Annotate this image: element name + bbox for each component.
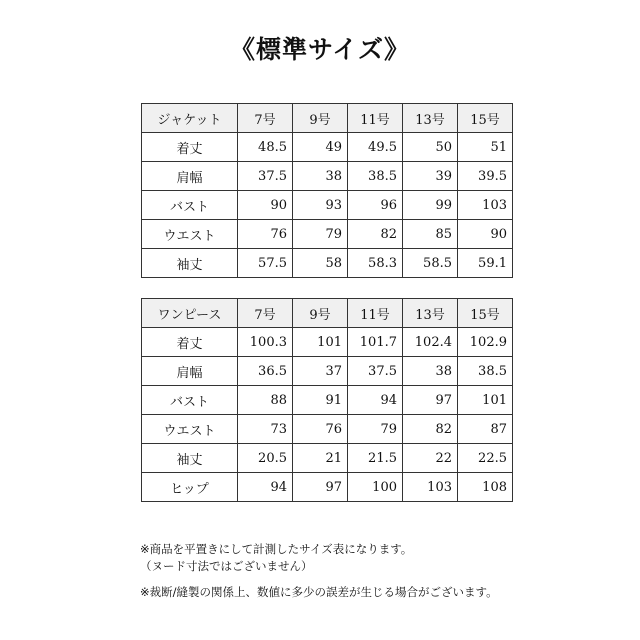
table-row (142, 220, 513, 249)
measurement-value: 21.5 (348, 444, 403, 473)
size-header: 11号 (348, 104, 403, 133)
measurement-value: 87 (458, 415, 513, 444)
measurement-value: 103 (458, 191, 513, 220)
measurement-value: 37 (293, 357, 348, 386)
measurement-value: 79 (348, 415, 403, 444)
measurement-value: 73 (238, 415, 293, 444)
size-header: 9号 (293, 299, 348, 328)
onepiece-size-table (141, 298, 513, 502)
table-row (142, 133, 513, 162)
measurement-value: 99 (403, 191, 458, 220)
measurement-value: 22.5 (458, 444, 513, 473)
measurement-label: 着丈 (142, 133, 238, 162)
measurement-value: 38 (403, 357, 458, 386)
measurement-value: 38.5 (348, 162, 403, 191)
measurement-value: 100.3 (238, 328, 293, 357)
measurement-label: ウエスト (142, 220, 238, 249)
measurement-value: 85 (403, 220, 458, 249)
measurement-value: 90 (458, 220, 513, 249)
notes (140, 541, 600, 601)
measurement-value: 49.5 (348, 133, 403, 162)
measurement-value: 79 (293, 220, 348, 249)
measurement-value: 48.5 (238, 133, 293, 162)
measurement-value: 50 (403, 133, 458, 162)
measurement-value: 101.7 (348, 328, 403, 357)
measurement-value: 82 (403, 415, 458, 444)
measurement-value: 108 (458, 473, 513, 502)
table-row (142, 473, 513, 502)
measurement-value: 76 (293, 415, 348, 444)
measurement-label: ヒップ (142, 473, 238, 502)
table-row (142, 415, 513, 444)
measurement-value: 76 (238, 220, 293, 249)
size-header: 9号 (293, 104, 348, 133)
measurement-label: バスト (142, 191, 238, 220)
size-header: 7号 (238, 299, 293, 328)
measurement-label: 袖丈 (142, 249, 238, 278)
page-title: 《標準サイズ》 (229, 35, 410, 64)
note-nude-size: （ヌード寸法ではございません） (140, 559, 313, 573)
measurement-label: 肩幅 (142, 162, 238, 191)
measurement-value: 97 (293, 473, 348, 502)
measurement-value: 102.4 (403, 328, 458, 357)
table-header-row (142, 104, 513, 133)
garment-type-header: ワンピース (142, 299, 238, 328)
measurement-value: 101 (458, 386, 513, 415)
measurement-value: 57.5 (238, 249, 293, 278)
table-header-row (142, 299, 513, 328)
measurement-value: 103 (403, 473, 458, 502)
table-row (142, 191, 513, 220)
measurement-value: 58 (293, 249, 348, 278)
note-tolerance: ※裁断/縫製の関係上、数値に多少の誤差が生じる場合がございます。 (140, 585, 498, 599)
measurement-value: 93 (293, 191, 348, 220)
measurement-value: 37.5 (238, 162, 293, 191)
measurement-value: 100 (348, 473, 403, 502)
measurement-value: 97 (403, 386, 458, 415)
measurement-value: 96 (348, 191, 403, 220)
size-header: 15号 (458, 299, 513, 328)
size-header: 7号 (238, 104, 293, 133)
table-row (142, 357, 513, 386)
measurement-value: 90 (238, 191, 293, 220)
size-header: 11号 (348, 299, 403, 328)
note-measurement: ※商品を平置きにして計測したサイズ表になります。 (140, 542, 413, 556)
measurement-label: バスト (142, 386, 238, 415)
measurement-value: 20.5 (238, 444, 293, 473)
measurement-value: 101 (293, 328, 348, 357)
measurement-value: 51 (458, 133, 513, 162)
table-row (142, 444, 513, 473)
measurement-value: 21 (293, 444, 348, 473)
table-row (142, 162, 513, 191)
measurement-value: 49 (293, 133, 348, 162)
table-row (142, 386, 513, 415)
measurement-value: 94 (238, 473, 293, 502)
measurement-value: 38.5 (458, 357, 513, 386)
measurement-value: 59.1 (458, 249, 513, 278)
measurement-value: 22 (403, 444, 458, 473)
table-row (142, 328, 513, 357)
measurement-value: 82 (348, 220, 403, 249)
measurement-value: 94 (348, 386, 403, 415)
measurement-value: 58.5 (403, 249, 458, 278)
measurement-value: 36.5 (238, 357, 293, 386)
size-header: 15号 (458, 104, 513, 133)
measurement-value: 102.9 (458, 328, 513, 357)
size-header: 13号 (403, 104, 458, 133)
measurement-label: 着丈 (142, 328, 238, 357)
measurement-value: 39 (403, 162, 458, 191)
measurement-value: 38 (293, 162, 348, 191)
measurement-value: 88 (238, 386, 293, 415)
measurement-value: 39.5 (458, 162, 513, 191)
table-row (142, 249, 513, 278)
jacket-size-table (141, 103, 513, 278)
garment-type-header: ジャケット (142, 104, 238, 133)
size-header: 13号 (403, 299, 458, 328)
measurement-label: ウエスト (142, 415, 238, 444)
measurement-label: 袖丈 (142, 444, 238, 473)
measurement-value: 37.5 (348, 357, 403, 386)
measurement-label: 肩幅 (142, 357, 238, 386)
measurement-value: 91 (293, 386, 348, 415)
measurement-value: 58.3 (348, 249, 403, 278)
